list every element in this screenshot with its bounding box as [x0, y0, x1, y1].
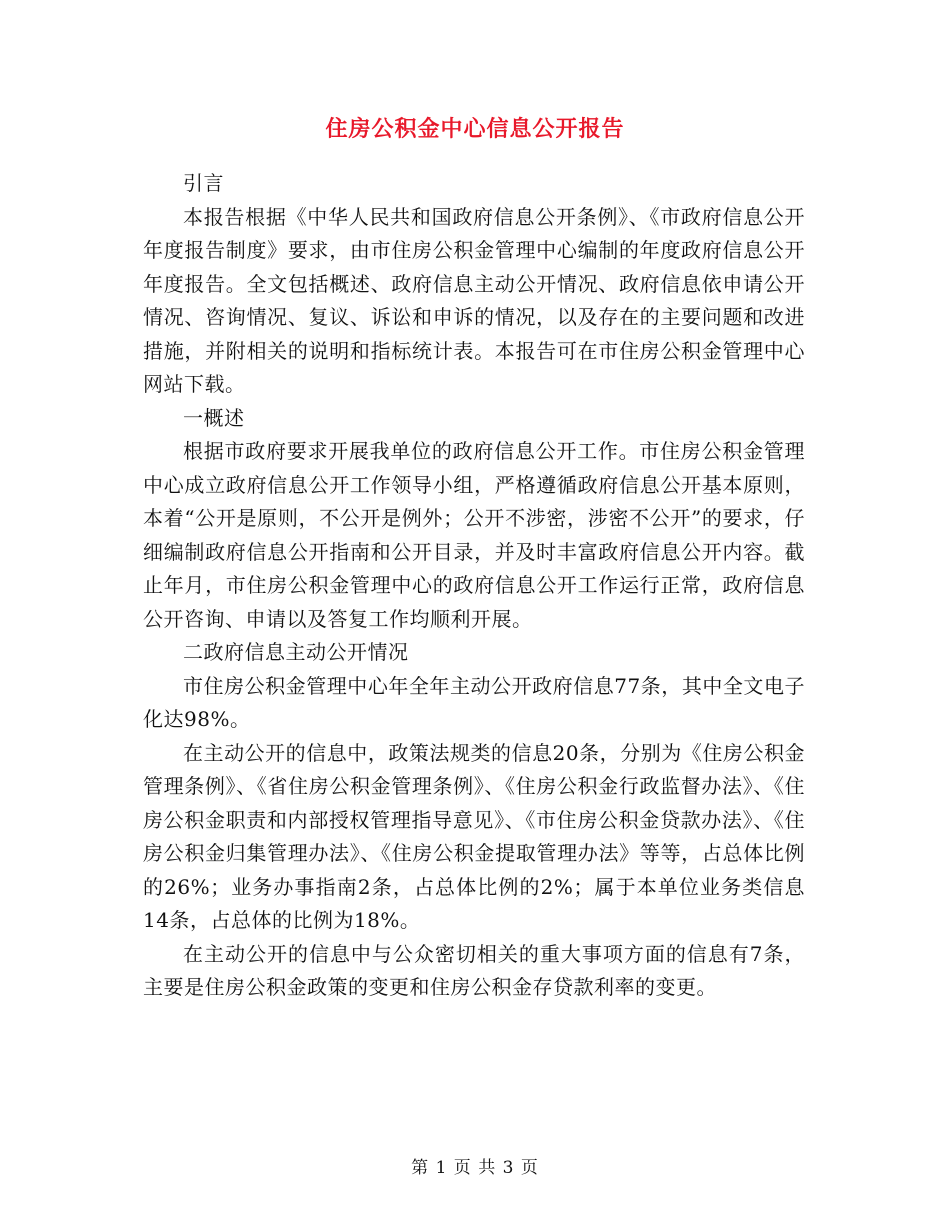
paragraph-overview: 根据市政府要求开展我单位的政府信息公开工作。市住房公积金管理中心成立政府信息公开工作领导小组，严格遵循政府信息公开基本原则，本着“公开是原则，不公开是例外；公开不涉密，涉密不公开”的要求，仔细编制政府信息公开指南和公开目录，并及时丰富政府信息公开内容。截止年月，市住房公积金管理中心的政府信息公开工作运行正常，政府信息公开咨询、申请以及答复工作均顺利开展。: [143, 439, 805, 631]
document-title: 住房公积金中心信息公开报告: [325, 116, 625, 142]
section-heading-overview: 一概述: [183, 405, 245, 430]
paragraph-policy-regulations: 在主动公开的信息中，政策法规类的信息20条，分别为《住房公积金管理条例》、《省住房公积金管理条例》、《住房公积金行政监督办法》、《住房公积金职责和内部授权管理指导意见》、《市住房公积金贷款办法》、《住房公积金归集管理办法》、《住房公积金提取管理办法》等等，占总体比例的26%；业务办事指南2条，占总体比例的2%；属于本单位业务类信息14条，占总体的比例为18%。: [143, 740, 805, 932]
paragraph-active-disclosure-total: 市住房公积金管理中心年全年主动公开政府信息77条，其中全文电子化达98%。: [143, 673, 805, 731]
page-number-footer: 第 1 页 共 3 页: [411, 1158, 539, 1178]
paragraph-major-matters: 在主动公开的信息中与公众密切相关的重大事项方面的信息有7条，主要是住房公积金政策的变更和住房公积金存贷款利率的变更。: [143, 941, 805, 999]
paragraph-intro: 本报告根据《中华人民共和国政府信息公开条例》、《市政府信息公开年度报告制度》要求，由市住房公积金管理中心编制的年度政府信息公开年度报告。全文包括概述、政府信息主动公开情况、政府信息依申请公开情况、咨询情况、复议、诉讼和申诉的情况，以及存在的主要问题和改进措施，并附相关的说明和指标统计表。本报告可在市住房公积金管理中心网站下载。: [143, 204, 805, 396]
section-heading-intro: 引言: [183, 171, 224, 195]
document-body: [143, 167, 805, 1005]
section-heading-active-disclosure: 二政府信息主动公开情况: [183, 640, 409, 664]
